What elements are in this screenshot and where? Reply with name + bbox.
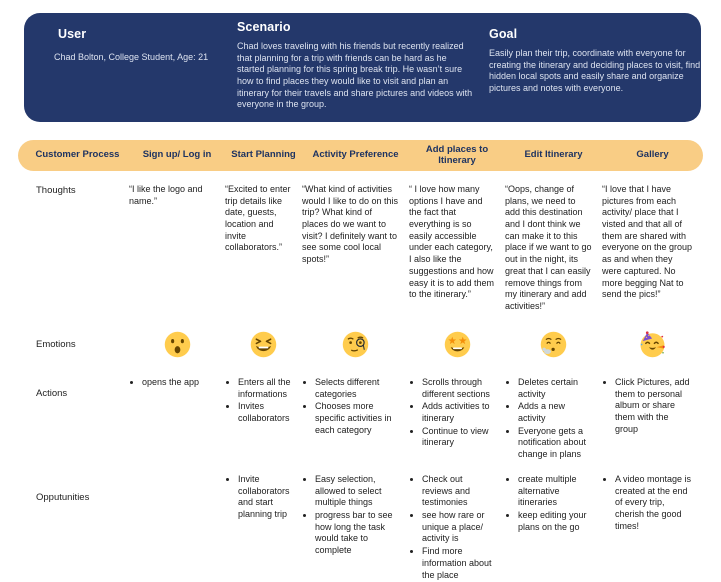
- face-with-open-mouth-icon: [164, 331, 191, 358]
- column-header-activity-preference: Activity Preference: [312, 149, 399, 161]
- journey-table: [0, 171, 721, 582]
- partying-face-icon: [639, 331, 666, 358]
- persona-card: [24, 13, 701, 122]
- bullet-item: • Check out reviews and testimonies: [422, 474, 495, 509]
- bullet-item: • Click Pictures, add them to personal album or share them with the group: [615, 377, 693, 435]
- bullet-item: • Invite collaborators and start planning trip: [238, 474, 292, 521]
- thought-gallery: “I love that I have pictures from each activity/ place that I visted and that all of them are shared with everyone on the group as and when they were captured. No more begging Nat to send the pics!”: [602, 184, 693, 300]
- bullet-item: • see how rare or unique a place/ activity is: [422, 510, 495, 545]
- emotions-row-label: Emotions: [36, 338, 76, 350]
- actions-edit-itinerary: [505, 370, 602, 466]
- face-exhaling-icon: [540, 331, 567, 358]
- thought-sign-up: “I like the logo and name.”: [129, 184, 203, 206]
- scenario-title: Scenario: [237, 20, 291, 34]
- emotion-sign-up: [129, 331, 225, 358]
- face-with-monocle-icon: [342, 331, 369, 358]
- emotion-edit-itinerary: [505, 331, 602, 358]
- opportunities-start-planning: [225, 466, 302, 582]
- opportunities-edit-itinerary: [505, 466, 602, 582]
- scenario-block: [237, 20, 474, 111]
- opportunities-row: [18, 466, 703, 582]
- bullet-item: • Easy selection, allowed to select multiple things: [315, 474, 399, 509]
- bullet-item: • Chooses more specific activities in each category: [315, 401, 399, 436]
- actions-start-planning: [225, 370, 302, 466]
- emotions-row: [18, 318, 703, 370]
- bullet-item: • opens the app: [142, 377, 215, 389]
- bullet-item: • progress bar to see how long the task would take to complete: [315, 510, 399, 557]
- actions-activity-preference: [302, 370, 409, 466]
- star-struck-face-icon: [444, 331, 471, 358]
- opportunities-sign-up: [129, 466, 225, 582]
- bullet-item: • Enters all the informations: [238, 377, 292, 400]
- bullet-item: • keep editing your plans on the go: [518, 510, 592, 533]
- column-header-gallery: Gallery: [636, 149, 669, 161]
- bullet-item: • Adds a new activity: [518, 401, 592, 424]
- goal-title: Goal: [489, 27, 518, 41]
- thought-start-planning: “Excited to enter trip details like date, guests, location and invite collaborators.”: [225, 184, 291, 253]
- actions-add-places: [409, 370, 505, 466]
- bullet-item: • Everyone gets a notification about change in plans: [518, 426, 592, 461]
- emotion-activity-preference: [302, 331, 409, 358]
- user-description: Chad Bolton, College Student, Age: 21: [54, 52, 209, 62]
- bullet-item: • Selects different categories: [315, 377, 399, 400]
- thought-add-places: “ I love how many options I have and the fact that everything is so easily accessible under each category, I also like the suggestions and how easy it is to add them to the itinerary.”: [409, 184, 495, 300]
- bullet-item: • Find more information about the place: [422, 546, 495, 581]
- bullet-item: • Adds activities to itinerary: [422, 401, 495, 424]
- grinning-squinting-face-icon: [250, 331, 277, 358]
- bullet-item: • Deletes certain activity: [518, 377, 592, 400]
- opportunities-add-places: [409, 466, 505, 582]
- user-block: [54, 27, 239, 64]
- bullet-item: • create multiple alternative itineraries: [518, 474, 592, 509]
- actions-sign-up: [129, 370, 225, 466]
- emotion-add-places: [409, 331, 505, 358]
- user-title: User: [58, 27, 87, 41]
- bullet-item: • A video montage is created at the end of every trip, cherish the good times!: [615, 474, 693, 532]
- bullet-item: • Scrolls through different sections: [422, 377, 495, 400]
- bullet-item: • Invites collaborators: [238, 401, 292, 424]
- emotion-start-planning: [225, 331, 302, 358]
- goal-description: Easily plan their trip, coordinate with everyone for creating the itinerary and deciding places to visit, find hidden local spots and easily share and organize pictures and notes with everyone.: [489, 48, 701, 94]
- thought-activity-preference: “What kind of activities would I like to do on this trip? What kind of places do we want to visit? I definitely want to see some cool local spots!”: [302, 184, 399, 265]
- thought-edit-itinerary: “Oops, change of plans, we need to add this destination and I dont think we can make it to this place if we want to go out in the night, its great that I can easily remove things from my itinerary and add activities!”: [505, 184, 592, 311]
- scenario-description: Chad loves traveling with his friends but recently realized that planning for a trip with friends can be hard as he started planning for this spring break trip. He wasn’t sure how to find places they would like to visit and plan an itinerary for their travels and share pictures and videos with everyone in the group.: [237, 41, 473, 110]
- goal-block: [489, 27, 701, 95]
- column-header-sign-up-log-in: Sign up/ Log in: [142, 149, 212, 161]
- emotion-gallery: [602, 331, 703, 358]
- actions-gallery: [602, 370, 703, 466]
- actions-row: [18, 370, 703, 466]
- opportunities-activity-preference: [302, 466, 409, 582]
- column-header-edit-itinerary: Edit Itinerary: [524, 149, 583, 161]
- thoughts-row-label: Thoughts: [36, 185, 76, 196]
- actions-row-label: Actions: [36, 388, 68, 399]
- opportunities-row-label: Opputunities: [36, 492, 90, 503]
- bullet-item: • Continue to view itinerary: [422, 426, 495, 449]
- column-header-add-places-to-itinerary: Add places to Itinerary: [425, 143, 489, 166]
- column-header-customer-process: Customer Process: [35, 149, 120, 161]
- column-header-start-planning: Start Planning: [231, 149, 296, 161]
- opportunities-gallery: [602, 466, 703, 582]
- process-header-bar: [18, 140, 703, 171]
- thoughts-row: [18, 171, 703, 318]
